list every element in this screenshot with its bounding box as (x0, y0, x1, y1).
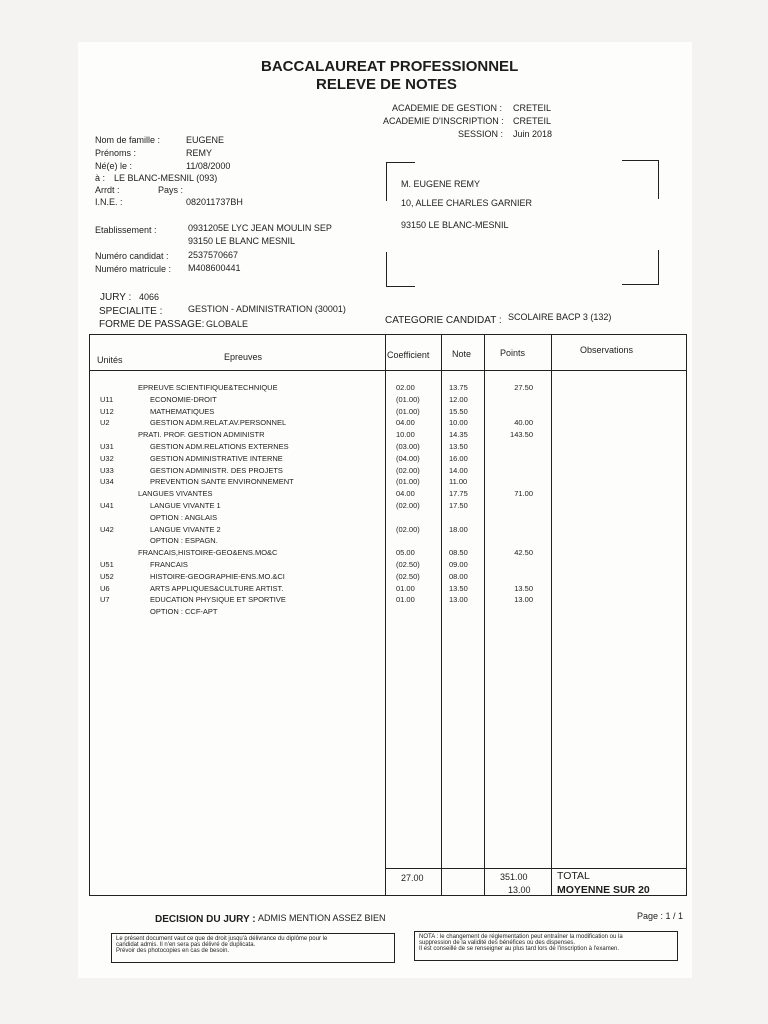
academie-inscription-label: ACADEMIE D'INSCRIPTION : (383, 116, 504, 126)
row-epreuve: HISTOIRE-GEOGRAPHIE-ENS.MO.&CI (150, 572, 285, 581)
address-line2: 10, ALLEE CHARLES GARNIER (401, 198, 533, 208)
total-coefficient: 27.00 (401, 873, 424, 883)
row-unit: U41 (100, 501, 114, 510)
row-epreuve: OPTION : ESPAGN. (150, 536, 218, 545)
row-epreuve: GESTION ADM.RELATIONS EXTERNES (150, 442, 289, 451)
row-unit: U7 (100, 595, 110, 604)
row-note: 10.00 (449, 418, 468, 427)
row-coefficient: 04.00 (396, 489, 415, 498)
row-unit: U42 (100, 525, 114, 534)
row-epreuve: GESTION ADMINISTRATIVE INTERNE (150, 454, 283, 463)
row-coefficient: (04.00) (396, 454, 420, 463)
legal-note-left (111, 933, 395, 963)
row-points: 71.00 (514, 489, 533, 498)
row-unit: U52 (100, 572, 114, 581)
row-coefficient: (01.00) (396, 407, 420, 416)
total-points: 351.00 (500, 872, 528, 882)
matricule-label: Numéro matricule : (95, 264, 172, 274)
row-coefficient: (02.00) (396, 466, 420, 475)
legal-note-left-line1: Le présent document vaut ce que de droit jusqu'à délivrance du diplôme pour le (116, 936, 328, 942)
row-points: 13.00 (514, 595, 533, 604)
forme-label: FORME DE PASSAGE: (99, 319, 205, 330)
jury-value: 4066 (139, 292, 160, 302)
row-epreuve: PREVENTION SANTE ENVIRONNEMENT (150, 477, 294, 486)
academie-inscription-value: CRETEIL (513, 116, 552, 126)
naissance-value: 11/08/2000 (186, 161, 231, 171)
row-note: 16.00 (449, 454, 468, 463)
nom-value: EUGENE (186, 135, 225, 145)
row-points: 42.50 (514, 548, 533, 557)
row-unit: U2 (100, 418, 110, 427)
ine-value: 082011737BH (186, 197, 243, 207)
academie-gestion-value: CRETEIL (513, 103, 552, 113)
row-note: 11.00 (449, 477, 468, 486)
legal-note-right-line2: suppression de la validité des bénéfices ou des dispenses. (419, 940, 576, 946)
categorie-value: SCOLAIRE BACP 3 (132) (508, 312, 612, 322)
row-unit: U6 (100, 584, 110, 593)
row-note: 13.00 (449, 595, 468, 604)
candidat-label: Numéro candidat : (95, 251, 169, 261)
decision-value: ADMIS MENTION ASSEZ BIEN (258, 913, 386, 923)
row-coefficient: (01.00) (396, 477, 420, 486)
page-number: Page : 1 / 1 (637, 911, 684, 921)
row-unit: U34 (100, 477, 114, 486)
row-unit: U11 (100, 395, 114, 404)
row-note: 12.00 (449, 395, 468, 404)
row-coefficient: (02.50) (396, 572, 420, 581)
session-label: SESSION : (458, 129, 504, 139)
row-epreuve: FRANCAIS,HISTOIRE-GEO&ENS.MO&C (138, 548, 278, 557)
row-epreuve: OPTION : CCF-APT (150, 607, 218, 616)
session-value: Juin 2018 (513, 129, 553, 139)
address-line1: M. EUGENE REMY (401, 179, 481, 189)
pays-label: Pays : (158, 185, 184, 195)
legal-note-right-line3: Il est conseillé de se renseigner au plus tard lors de l'inscription à l'examen. (419, 946, 620, 952)
lieu-value: LE BLANC-MESNIL (093) (114, 173, 218, 183)
etablissement-line1: 0931205E LYC JEAN MOULIN SEP (188, 223, 332, 233)
row-note: 13.50 (449, 442, 468, 451)
academie-gestion-label: ACADEMIE DE GESTION : (392, 103, 503, 113)
matricule-value: M408600441 (188, 263, 241, 273)
row-unit: U32 (100, 454, 114, 463)
specialite-value: GESTION - ADMINISTRATION (30001) (188, 304, 346, 314)
row-epreuve: LANGUE VIVANTE 1 (150, 501, 221, 510)
row-note: 08.00 (449, 572, 468, 581)
row-note: 14.00 (449, 466, 468, 475)
document-title: BACCALAUREAT PROFESSIONNEL (261, 58, 519, 75)
row-coefficient: 04.00 (396, 418, 415, 427)
row-note: 14.35 (449, 430, 468, 439)
nom-label: Nom de famille : (95, 135, 161, 145)
address-corner-tr (622, 160, 659, 199)
row-epreuve: EPREUVE SCIENTIFIQUE&TECHNIQUE (138, 383, 278, 392)
row-note: 17.75 (449, 489, 468, 498)
row-epreuve: GESTION ADMINISTR. DES PROJETS (150, 466, 283, 475)
row-epreuve: EDUCATION PHYSIQUE ET SPORTIVE (150, 595, 286, 604)
row-note: 13.50 (449, 584, 468, 593)
row-coefficient: (03.00) (396, 442, 420, 451)
row-coefficient: (02.00) (396, 501, 420, 510)
row-coefficient: 01.00 (396, 584, 415, 593)
row-points: 143.50 (510, 430, 533, 439)
row-epreuve: LANGUE VIVANTE 2 (150, 525, 221, 534)
row-epreuve: GESTION ADM.RELAT.AV.PERSONNEL (150, 418, 287, 427)
etablissement-label: Etablissement : (95, 225, 157, 235)
total-label: TOTAL (557, 870, 590, 882)
decision-label: DECISION DU JURY : (155, 914, 256, 925)
moyenne-label: MOYENNE SUR 20 (557, 884, 650, 896)
legal-note-right (414, 931, 678, 961)
specialite-label: SPECIALITE : (99, 306, 163, 317)
header-unites: Unités (97, 355, 123, 365)
jury-label: JURY : (100, 292, 132, 303)
row-unit: U12 (100, 407, 114, 416)
address-corner-br (622, 250, 659, 285)
header-points: Points (500, 348, 526, 358)
candidat-value: 2537570667 (188, 250, 239, 260)
row-note: 08.50 (449, 548, 468, 557)
categorie-label: CATEGORIE CANDIDAT : (385, 315, 502, 326)
legal-note-right-line1: NOTA : le changement de réglementation peut entraîner la modification ou la (419, 934, 623, 940)
arrdt-label: Arrdt : (95, 185, 120, 195)
address-corner-bl (386, 252, 415, 287)
row-epreuve: ECONOMIE-DROIT (150, 395, 217, 404)
header-epreuves: Epreuves (224, 352, 263, 362)
address-line3: 93150 LE BLANC-MESNIL (401, 220, 509, 230)
row-note: 09.00 (449, 560, 468, 569)
moyenne-value: 13.00 (508, 885, 531, 895)
row-unit: U51 (100, 560, 114, 569)
legal-note-left-line2: candidat admis. Il n'en sera pas délivré de duplicata. (116, 942, 256, 948)
prenoms-value: REMY (186, 148, 213, 158)
header-observations: Observations (580, 345, 634, 355)
row-coefficient: 05.00 (396, 548, 415, 557)
document-subtitle: RELEVE DE NOTES (316, 76, 457, 93)
row-coefficient: (01.00) (396, 395, 420, 404)
row-unit: U31 (100, 442, 114, 451)
header-coefficient: Coefficient (387, 350, 430, 360)
row-note: 17.50 (449, 501, 468, 510)
row-epreuve: MATHEMATIQUES (150, 407, 215, 416)
row-note: 13.75 (449, 383, 468, 392)
etablissement-line2: 93150 LE BLANC MESNIL (188, 236, 296, 246)
forme-value: GLOBALE (206, 319, 249, 329)
row-coefficient: (02.50) (396, 560, 420, 569)
row-points: 27.50 (514, 383, 533, 392)
naissance-label: Né(e) le : (95, 161, 133, 171)
prenoms-label: Prénoms : (95, 148, 137, 158)
row-coefficient: (02.00) (396, 525, 420, 534)
row-coefficient: 02.00 (396, 383, 415, 392)
row-points: 13.50 (514, 584, 533, 593)
row-points: 40.00 (514, 418, 533, 427)
ine-label: I.N.E. : (95, 197, 123, 207)
row-epreuve: ARTS APPLIQUES&CULTURE ARTIST. (150, 584, 284, 593)
lieu-label: à : (95, 173, 106, 183)
row-epreuve: PRATI. PROF. GESTION ADMINISTR (138, 430, 265, 439)
header-note: Note (452, 349, 472, 359)
row-epreuve: OPTION : ANGLAIS (150, 513, 218, 522)
row-coefficient: 10.00 (396, 430, 415, 439)
row-epreuve: FRANCAIS (150, 560, 188, 569)
legal-note-left-line3: Prévoir des photocopies en cas de besoin. (116, 948, 230, 954)
row-coefficient: 01.00 (396, 595, 415, 604)
row-epreuve: LANGUES VIVANTES (138, 489, 213, 498)
row-note: 18.00 (449, 525, 468, 534)
row-unit: U33 (100, 466, 114, 475)
row-note: 15.50 (449, 407, 468, 416)
